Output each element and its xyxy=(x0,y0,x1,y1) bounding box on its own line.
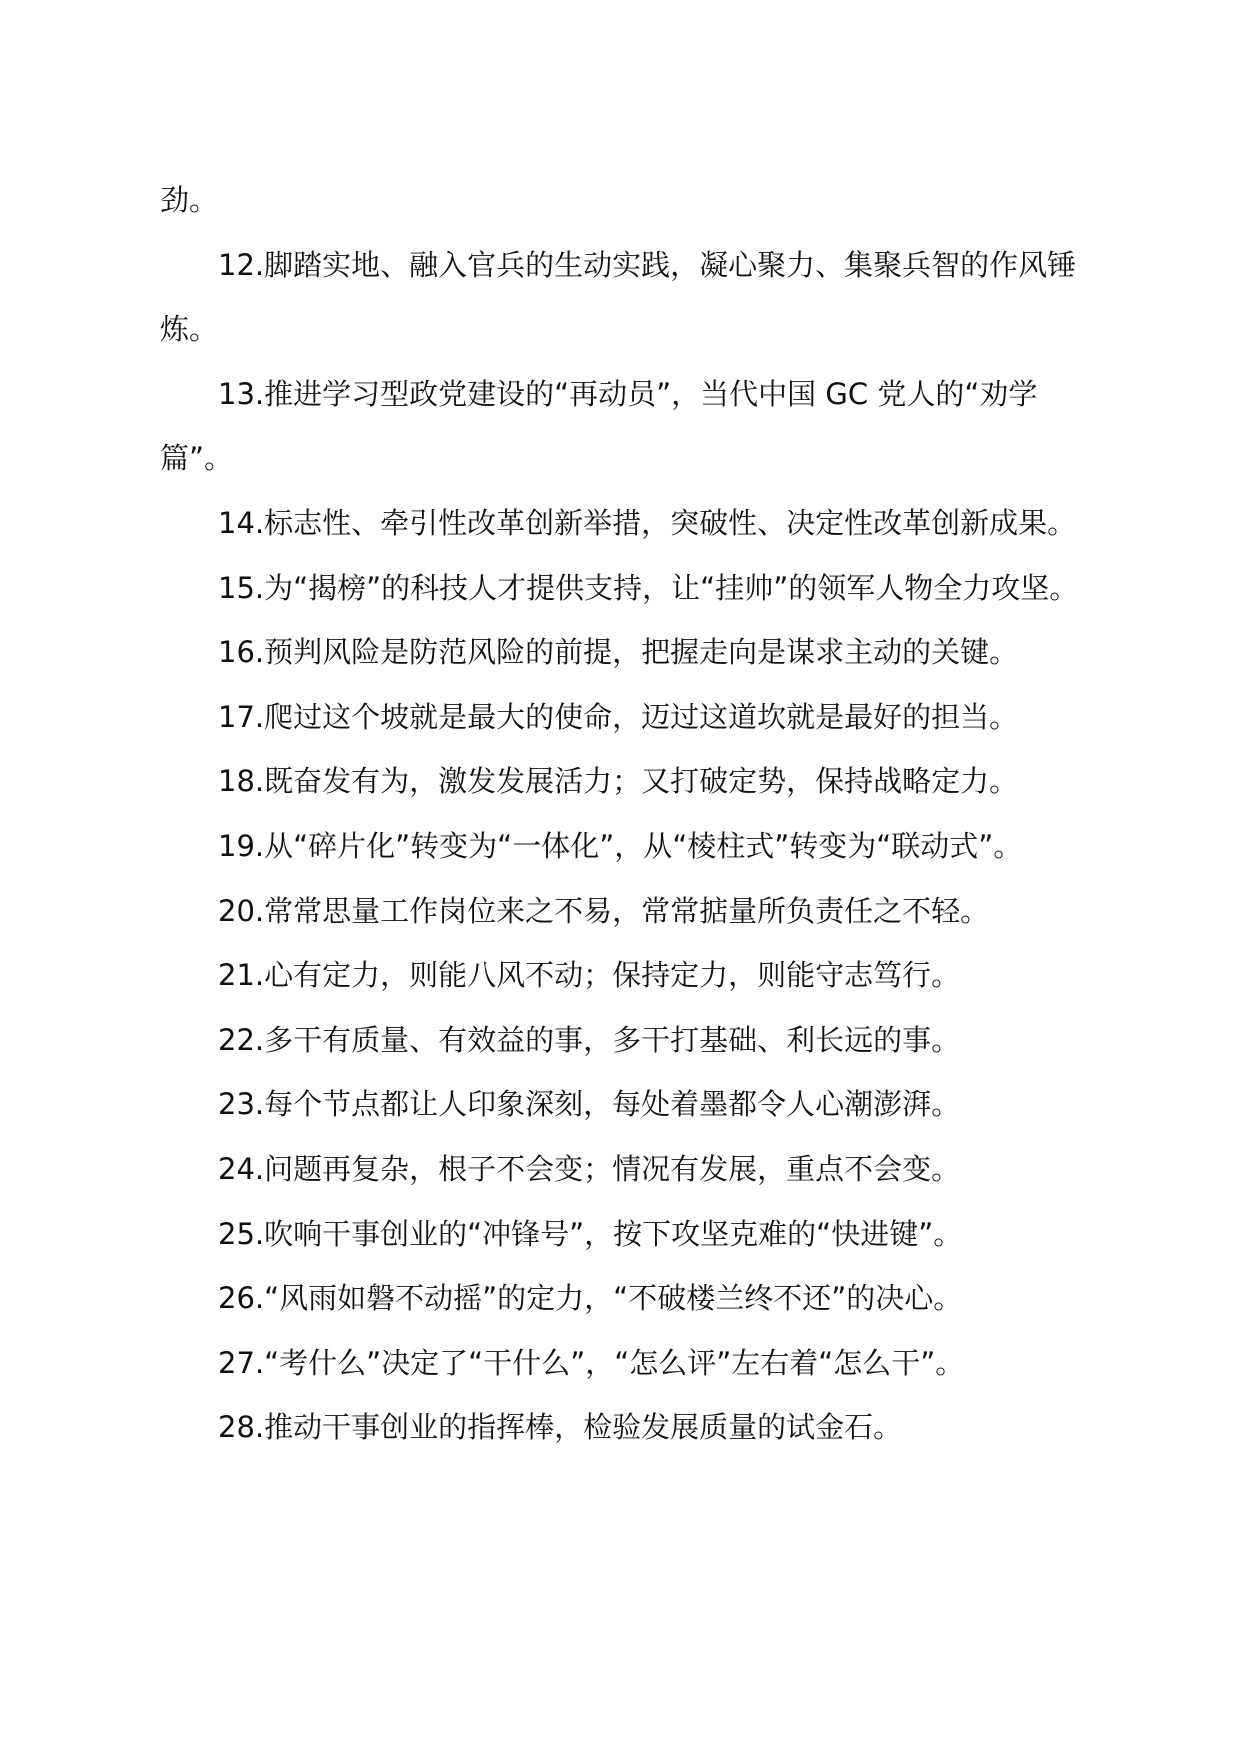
paragraph-14: 14.标志性、牵引性改革创新举措，突破性、决定性改革创新成果。 xyxy=(218,505,1077,540)
paragraph-25: 25.吹响干事创业的“冲锋号”，按下攻坚克难的“快进键”。 xyxy=(218,1216,963,1251)
document-body xyxy=(160,168,1090,1460)
paragraph-12: 12.脚踏实地、融入官兵的生动实践，凝心聚力、集聚兵智的作风锤炼。 xyxy=(160,247,1077,347)
paragraph-15: 15.为“揭榜”的科技人才提供支持，让“挂帅”的领军人物全力攻坚。 xyxy=(218,570,1079,605)
paragraph-13: 13.推进学习型政党建设的“再动员”，当代中国 GC 党人的“劝学篇”。 xyxy=(160,376,1038,476)
paragraph-26: 26.“风雨如磐不动摇”的定力，“不破楼兰终不还”的决心。 xyxy=(218,1281,963,1316)
paragraph-16: 16.预判风险是防范风险的前提，把握走向是谋求主动的关键。 xyxy=(218,635,1019,670)
paragraph-19: 19.从“碎片化”转变为“一体化”，从“棱柱式”转变为“联动式”。 xyxy=(218,828,1023,863)
paragraph-24: 24.问题再复杂，根子不会变；情况有发展，重点不会变。 xyxy=(218,1151,961,1186)
paragraph-18: 18.既奋发有为，激发发展活力；又打破定势，保持战略定力。 xyxy=(218,764,1019,799)
paragraph-17: 17.爬过这个坡就是最大的使命，迈过这道坎就是最好的担当。 xyxy=(218,699,1019,734)
paragraph-27: 27.“考什么”决定了“干什么”，“怎么评”左右着“怎么干”。 xyxy=(218,1345,965,1380)
paragraph-20: 20.常常思量工作岗位来之不易，常常掂量所负责任之不轻。 xyxy=(218,893,990,928)
paragraph-21: 21.心有定力，则能八风不动；保持定力，则能守志笃行。 xyxy=(218,958,961,993)
paragraph-22: 22.多干有质量、有效益的事，多干打基础、利长远的事。 xyxy=(218,1022,961,1057)
paragraph-continuation: 劲。 xyxy=(160,183,219,217)
paragraph-28: 28.推动干事创业的指挥棒，检验发展质量的试金石。 xyxy=(218,1410,903,1445)
paragraph-23: 23.每个节点都让人印象深刻，每处着墨都令人心潮澎湃。 xyxy=(218,1087,961,1122)
